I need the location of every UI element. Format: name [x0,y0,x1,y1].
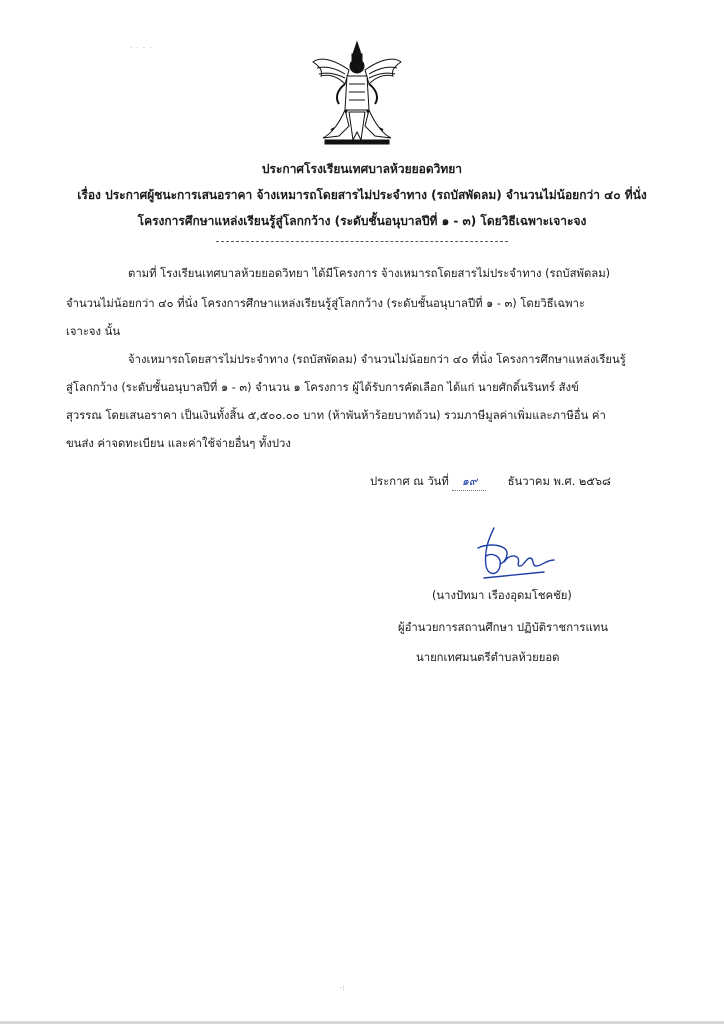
signatory-position-2: นายกเทศมนตรีตำบลห้วยยอด [416,651,560,664]
scan-footer-mark: ·: [340,984,345,992]
handwritten-day: ๑๙ [452,472,486,491]
separator-line [216,241,508,242]
signatory-name: (นางปัทมา เรืองอุดมโชคชัย) [432,589,572,602]
garuda-emblem-icon [309,40,405,152]
signatory-position-1: ผู้อำนวยการสถานศึกษา ปฏิบัติราชการแทน [398,621,608,634]
date-prefix: ประกาศ ณ วันที่ [370,475,449,488]
paragraph-2-line-3: สุวรรณ โดยเสนอราคา เป็นเงินทั้งสิ้น ๕,๕๐๐.๐๐ บาท (ห้าพันห้าร้อยบาทถ้วน) รวมภาษีมูลค่าเพิ่มและภาษีอื่น ค่า [66,409,606,422]
subject-line-2: โครงการศึกษาแหล่งเรียนรู้สู่โลกกว้าง (ระดับชั้นอนุบาลปีที่ ๑ - ๓) โดยวิธีเฉพาะเจาะจง [137,214,587,228]
announcement-date [370,472,611,491]
paragraph-1-line-3: เจาะจง นั้น [66,325,121,338]
paragraph-2-line-1: จ้างเหมารถโดยสารไม่ประจำทาง (รถบัสพัดลม) จำนวนไม่น้อยกว่า ๔๐ ที่นั่ง โครงการศึกษาแหล่งเรียนรู้ [128,353,626,366]
paragraph-2-line-4: ขนส่ง ค่าจดทะเบียน และค่าใช้จ่ายอื่นๆ ทั้งปวง [66,437,291,450]
paragraph-2-line-2: สู่โลกกว้าง (ระดับชั้นอนุบาลปีที่ ๑ - ๓) จำนวน ๑ โครงการ ผู้ได้รับการคัดเลือก ได้แก่ นายศักดิ์นรินทร์ สังข์ [66,381,579,394]
subject-line-1: เรื่อง ประกาศผู้ชนะการเสนอราคา จ้างเหมารถโดยสารไม่ประจำทาง (รถบัสพัดลม) จำนวนไม่น้อยกว่า ๔๐ ที่นั่ง [77,188,647,202]
school-announcement-title: ประกาศโรงเรียนเทศบาลห้วยยอดวิทยา [261,162,463,176]
handwritten-signature [464,522,574,584]
paragraph-1-line-1: ตามที่ โรงเรียนเทศบาลห้วยยอดวิทยา ได้มีโครงการ จ้างเหมารถโดยสารไม่ประจำทาง (รถบัสพัดลม) [128,267,611,280]
date-month-year: ธันวาคม พ.ศ. ๒๕๖๘ [507,475,611,488]
paragraph-1-line-2: จำนวนไม่น้อยกว่า ๔๐ ที่นั่ง โครงการศึกษาแหล่งเรียนรู้สู่โลกกว้าง (ระดับชั้นอนุบาลปีที่ ๑ - ๓) โดยวิธีเฉพาะ [66,297,585,310]
scan-corner-mark: · · · · [130,44,153,52]
